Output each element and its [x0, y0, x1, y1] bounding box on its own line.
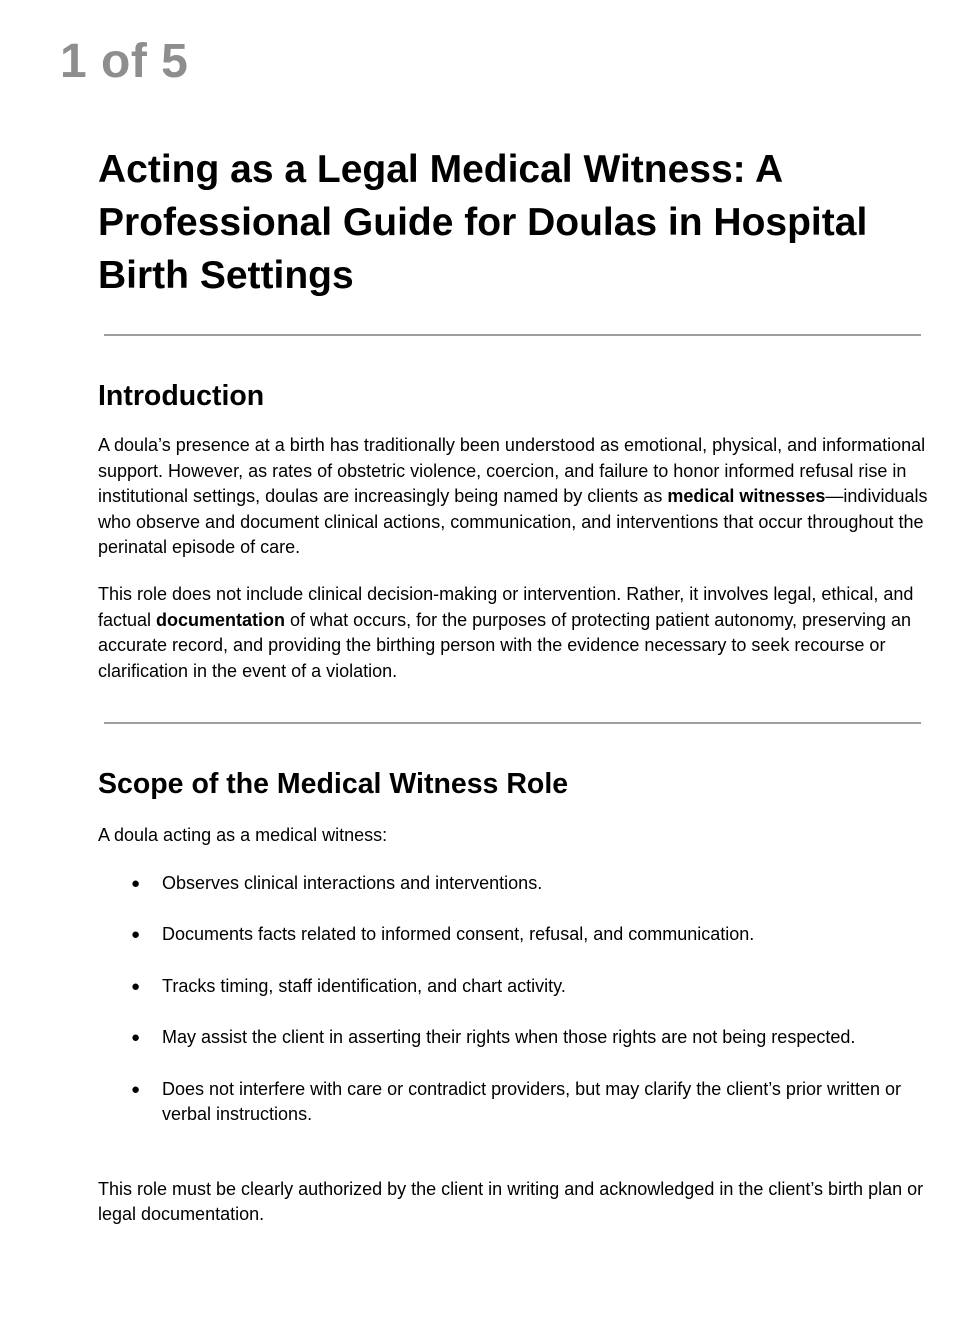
list-item-text: Observes clinical interactions and interventions. — [162, 872, 543, 893]
list-item-text: Does not interfere with care or contradict providers, but may clarify the client’s prior written or verbal instructions. — [162, 1078, 901, 1125]
text-run: This role does not include clinical decision-making or intervention. Rather, it involves legal, ethical, and factual — [98, 583, 914, 630]
section-divider — [104, 722, 921, 724]
list-item — [98, 1077, 938, 1128]
bullet-icon: ● — [131, 1080, 141, 1098]
text-run: A doula’s presence at a birth has traditionally been understood as emotional, physical, and informational support. However, as rates of obstetric violence, coercion, and failure to honor informed refusal rise in institutional settings, doulas are increasingly being named by clients as — [98, 435, 926, 507]
document-title: Acting as a Legal Medical Witness: A Professional Guide for Doulas in Hospital Birth Settings — [98, 148, 868, 297]
text-run: —individuals who observe and document clinical actions, communication, and interventions that occur throughout the perinatal episode of care. — [98, 486, 928, 558]
list-item — [98, 974, 938, 1000]
scope-lead: A doula acting as a medical witness: — [98, 825, 388, 846]
list-item-text: Tracks timing, staff identification, and chart activity. — [162, 975, 566, 996]
bold-term-documentation: documentation — [156, 609, 286, 630]
introduction-heading: Introduction — [98, 380, 265, 412]
list-item-text: Documents facts related to informed consent, refusal, and communication. — [162, 924, 755, 945]
scope-closing-paragraph: This role must be clearly authorized by the client in writing and acknowledged in the client’s birth plan or legal documentation. — [98, 1178, 924, 1225]
bold-term-medical-witnesses: medical witnesses — [667, 486, 826, 507]
scope-heading: Scope of the Medical Witness Role — [98, 768, 569, 801]
list-item — [98, 922, 938, 948]
introduction-paragraph-2 — [98, 582, 938, 684]
bullet-icon: ● — [131, 926, 141, 944]
bullet-icon: ● — [131, 874, 141, 892]
page-counter: 1 of 5 — [60, 35, 189, 88]
bullet-icon: ● — [131, 1029, 141, 1047]
bullet-icon: ● — [131, 977, 141, 995]
list-item — [98, 871, 938, 897]
text-run: of what occurs, for the purposes of protecting patient autonomy, preserving an accurate record, and providing the birthing person with the evidence necessary to seek recourse or clarification in the event of a violation. — [98, 609, 912, 681]
list-item-text: May assist the client in asserting their rights when those rights are not being respected. — [162, 1027, 856, 1048]
scope-bullet-list — [98, 871, 938, 1128]
list-item — [98, 1025, 938, 1051]
section-divider — [104, 334, 921, 336]
introduction-paragraph-1 — [98, 433, 938, 561]
document-body — [98, 143, 938, 1228]
